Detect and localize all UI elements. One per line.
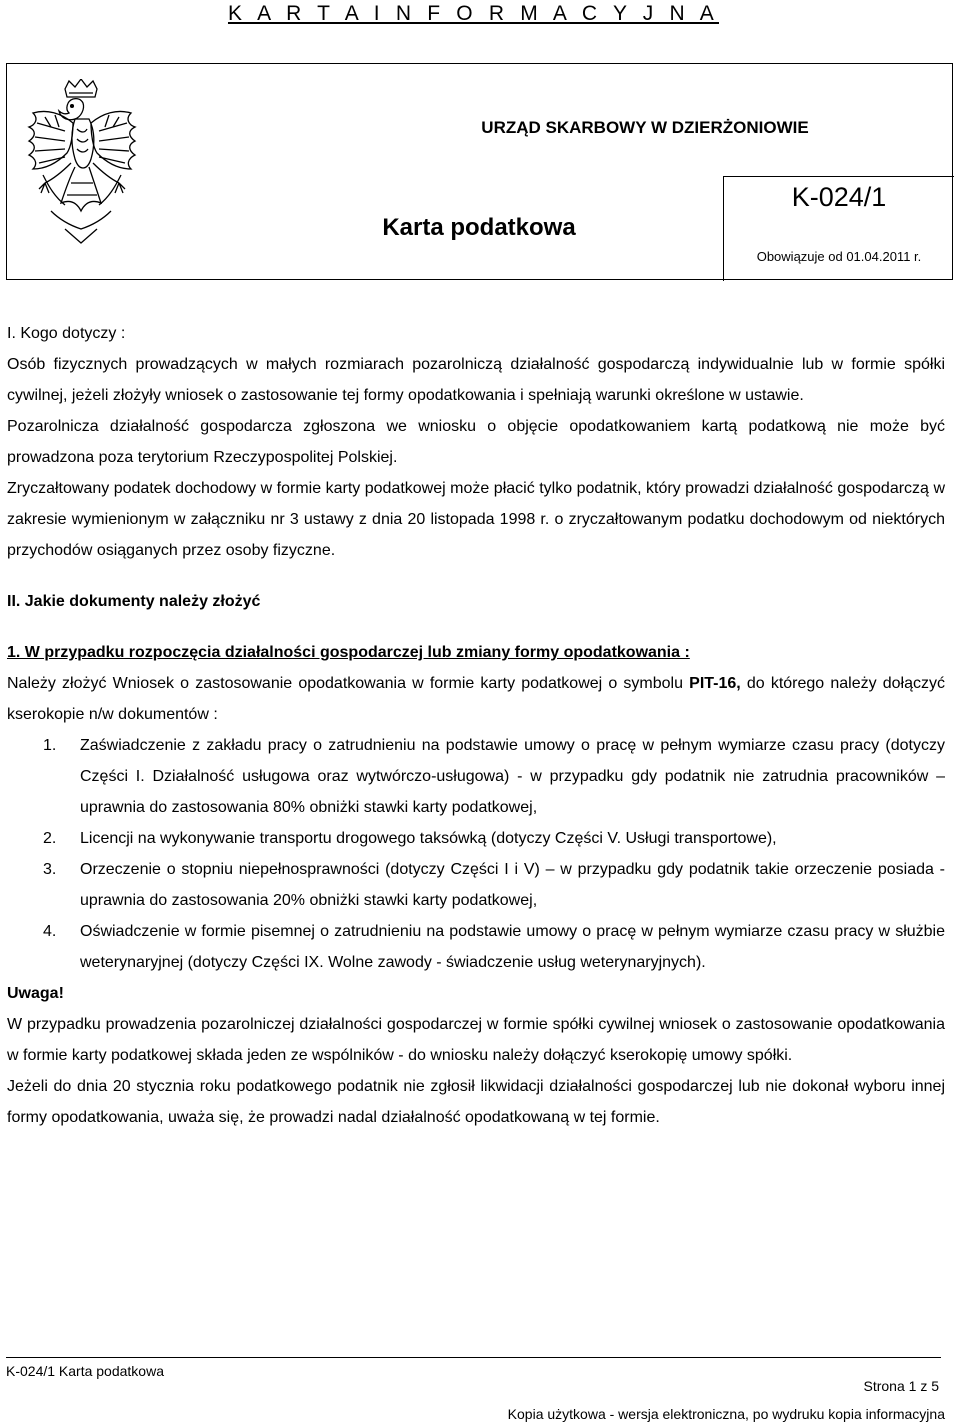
page-number: Strona 1 z 5 [863,1378,939,1394]
main-content [7,318,945,1133]
list-item-number: 2. [43,830,57,847]
list-item [7,730,945,823]
valid-from: Obowiązuje od 01.04.2011 r. [756,249,922,264]
list-item-number: 3. [43,861,57,878]
list-item-text: Licencji na wykonywanie transportu drogowego taksówką (dotyczy Części V. Usługi transportowe), [80,830,777,847]
form-name: Karta podatkowa [382,214,576,241]
intro-text: Należy złożyć Wniosek o zastosowanie opodatkowania w formie karty podatkowej o symbolu [7,675,690,692]
section-1-paragraph: Pozarolnicza działalność gospodarcza zgłoszona we wniosku o objęcie opodatkowaniem kartą podatkową nie może być prowadzona poza terytorium Rzeczypospolitej Polskiej. [7,418,945,466]
document-title: K A R T A I N F O R M A C Y J N A [227,2,719,25]
tax-office-name [7,118,916,138]
section-2-heading: II. Jakie dokumenty należy złożyć [7,593,261,610]
tax-office-name-text: URZĄD SKARBOWY W DZIERŻONIOWIE [481,118,809,137]
section-1-paragraph: Zryczałtowany podatek dochodowy w formie karty podatkowej może płacić tylko podatnik, który prowadzi działalność gospodarczą w zakresie wymienionym w załączniku nr 3 ustawy z dnia 20 listopada 1998 r. o zryczałtowanym podatku dochodowym od niektórych przychodów osiąganych przez osoby fizyczne. [7,480,945,559]
header-box [6,63,953,280]
section-2-intro [7,668,945,730]
form-symbol: PIT-16, [689,675,741,692]
footer-form-name: K-024/1 Karta podatkowa [6,1363,164,1379]
list-item [7,854,945,916]
list-item-text: Oświadczenie w formie pisemnej o zatrudnieniu na podstawie umowy o pracę w pełnym wymiarze czasu pracy w służbie weterynaryjnej (dotyczy Części IX. Wolne zawody - świadczenie usług weterynaryjnych). [80,923,945,971]
list-item [7,916,945,978]
section-2-subheading-text: 1. W przypadku rozpoczęcia działalności gospodarczej lub zmiany formy opodatkowania : [7,644,690,661]
list-item-text: Zaświadczenie z zakładu pracy o zatrudnieniu na podstawie umowy o pracę w pełnym wymiarze czasu pracy (dotyczy Części I. Działalność usługowa oraz wytwórczo-usługowa) - w przypadku gdy podatnik nie zatrudnia pracowników – uprawnia do zastosowania 80% obniżki stawki karty podatkowej, [80,737,945,816]
list-item-number: 4. [43,923,57,940]
footer-divider [6,1357,941,1358]
documents-list [7,730,945,978]
note-paragraph: Jeżeli do dnia 20 stycznia roku podatkowego podatnik nie zgłosił likwidacji działalności gospodarczej lub nie dokonał wyboru innej formy opodatkowania, uważa się, że prowadzi nadal działalność opodatkowaną w tej formie. [7,1078,945,1126]
form-code-box [723,176,954,281]
list-item [7,823,945,854]
form-code: K-024/1 [791,182,887,212]
list-item-text: Orzeczenie o stopniu niepełnosprawności (dotyczy Części I i V) – w przypadku gdy podatnik takie orzeczenie posiada - uprawnia do zastosowania 20% obniżki stawki karty podatkowej, [80,861,945,909]
section-2-subheading [7,637,945,668]
section-1-heading: I. Kogo dotyczy : [7,325,126,342]
section-1-paragraph: Osób fizycznych prowadzących w małych rozmiarach pozarolniczą działalność gospodarczą indywidualnie lub w formie spółki cywilnej, jeżeli złożyły wniosek o zastosowanie tej formy opodatkowania i spełniają warunki określone w ustawie. [7,356,945,404]
list-item-number: 1. [43,737,57,754]
note-label-text: Uwaga! [7,985,64,1002]
note-paragraph: W przypadku prowadzenia pozarolniczej działalności gospodarczej w formie spółki cywilnej wniosek o zastosowanie opodatkowania w formie karty podatkowej składa jeden ze wspólników - do wniosku należy dołączyć kserokopię umowy spółki. [7,1016,945,1064]
copy-notice: Kopia użytkowa - wersja elektroniczna, po wydruku kopia informacyjna [507,1406,945,1422]
polish-eagle-emblem-icon [25,79,137,247]
note-label [7,978,945,1009]
intro-text-end: do którego należy dołączyć kserokopie n/w dokumentów : [7,675,945,723]
